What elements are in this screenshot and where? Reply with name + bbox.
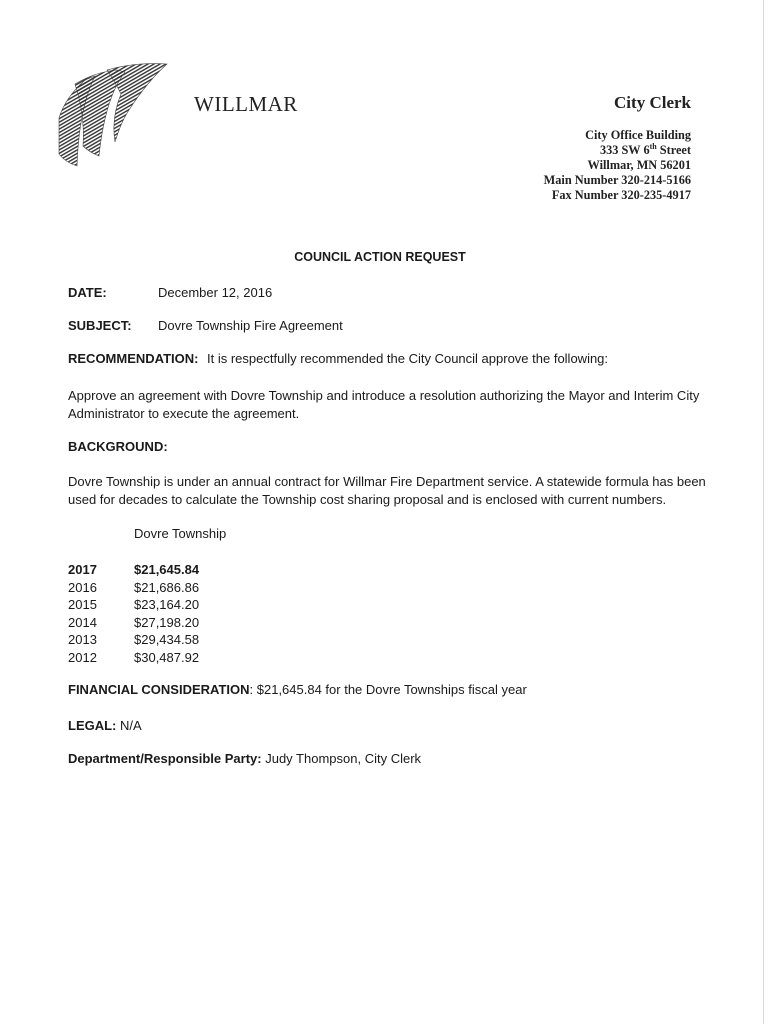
table-heading: Dovre Township <box>134 526 227 541</box>
background-paragraph: Dovre Township is under an annual contract for Willmar Fire Department service. A statewide formula has been used for decades to calculate the Township cost sharing proposal and is enclosed with current numbers. <box>68 474 706 507</box>
amount-cell: $23,164.20 <box>134 597 200 612</box>
date-value: December 12, 2016 <box>158 285 273 300</box>
legal-label: LEGAL: <box>68 718 117 733</box>
scan-edge-line <box>763 0 764 1024</box>
department-label: Department/Responsible Party: <box>68 751 262 766</box>
street-name: Street <box>656 143 691 157</box>
year-cell: 2012 <box>68 649 97 665</box>
willmar-logo <box>55 58 175 170</box>
street-ordinal: th <box>649 141 657 151</box>
table-row <box>68 631 199 649</box>
address-building: City Office Building <box>585 128 691 142</box>
address-street <box>544 143 691 158</box>
office-address <box>544 128 691 203</box>
approve-paragraph: Approve an agreement with Dovre Township and introduce a resolution authorizing the Mayor and Interim City Administrator to execute the agreement. <box>68 388 700 421</box>
table-row <box>68 561 199 579</box>
date-label: DATE: <box>68 285 107 300</box>
year-cell: 2015 <box>68 597 97 612</box>
table-row <box>68 579 199 597</box>
main-phone: Main Number 320-214-5166 <box>543 173 691 187</box>
amount-cell: $29,434.58 <box>134 632 200 647</box>
financial-consideration <box>68 681 527 699</box>
department-value: Judy Thompson, City Clerk <box>261 751 422 766</box>
address-city: Willmar, MN 56201 <box>587 158 691 172</box>
fax-phone: Fax Number 320-235-4917 <box>551 188 691 202</box>
subject-value: Dovre Township Fire Agreement <box>158 318 343 333</box>
table-row <box>68 649 199 667</box>
financial-label: FINANCIAL CONSIDERATION <box>68 682 250 697</box>
background-label: BACKGROUND: <box>68 439 168 454</box>
amount-cell: $30,487.92 <box>134 649 200 665</box>
financial-value: : $21,645.84 for the Dovre Townships fiscal year <box>249 682 527 697</box>
legal-line <box>68 717 142 735</box>
department-title: City Clerk <box>614 93 691 112</box>
recommendation-value: It is respectfully recommended the City Council approve the following: <box>207 351 609 366</box>
amount-cell: $21,686.86 <box>134 579 200 595</box>
year-cell: 2013 <box>68 632 97 647</box>
amount-cell: $27,198.20 <box>134 614 200 630</box>
amount-cell: $21,645.84 <box>134 562 200 577</box>
recommendation-label: RECOMMENDATION: <box>68 351 199 366</box>
year-cell: 2014 <box>68 614 97 630</box>
year-amount-table <box>68 561 199 666</box>
table-row <box>68 614 199 632</box>
document-title: COUNCIL ACTION REQUEST <box>294 250 466 264</box>
responsible-party-line <box>68 750 421 768</box>
year-cell: 2016 <box>68 579 97 595</box>
brand-name: WILLMAR <box>194 92 298 116</box>
legal-value: N/A <box>116 718 142 733</box>
year-cell: 2017 <box>68 562 97 577</box>
subject-label: SUBJECT: <box>68 318 132 333</box>
street-number: 333 SW 6 <box>599 143 650 157</box>
table-row <box>68 596 199 614</box>
